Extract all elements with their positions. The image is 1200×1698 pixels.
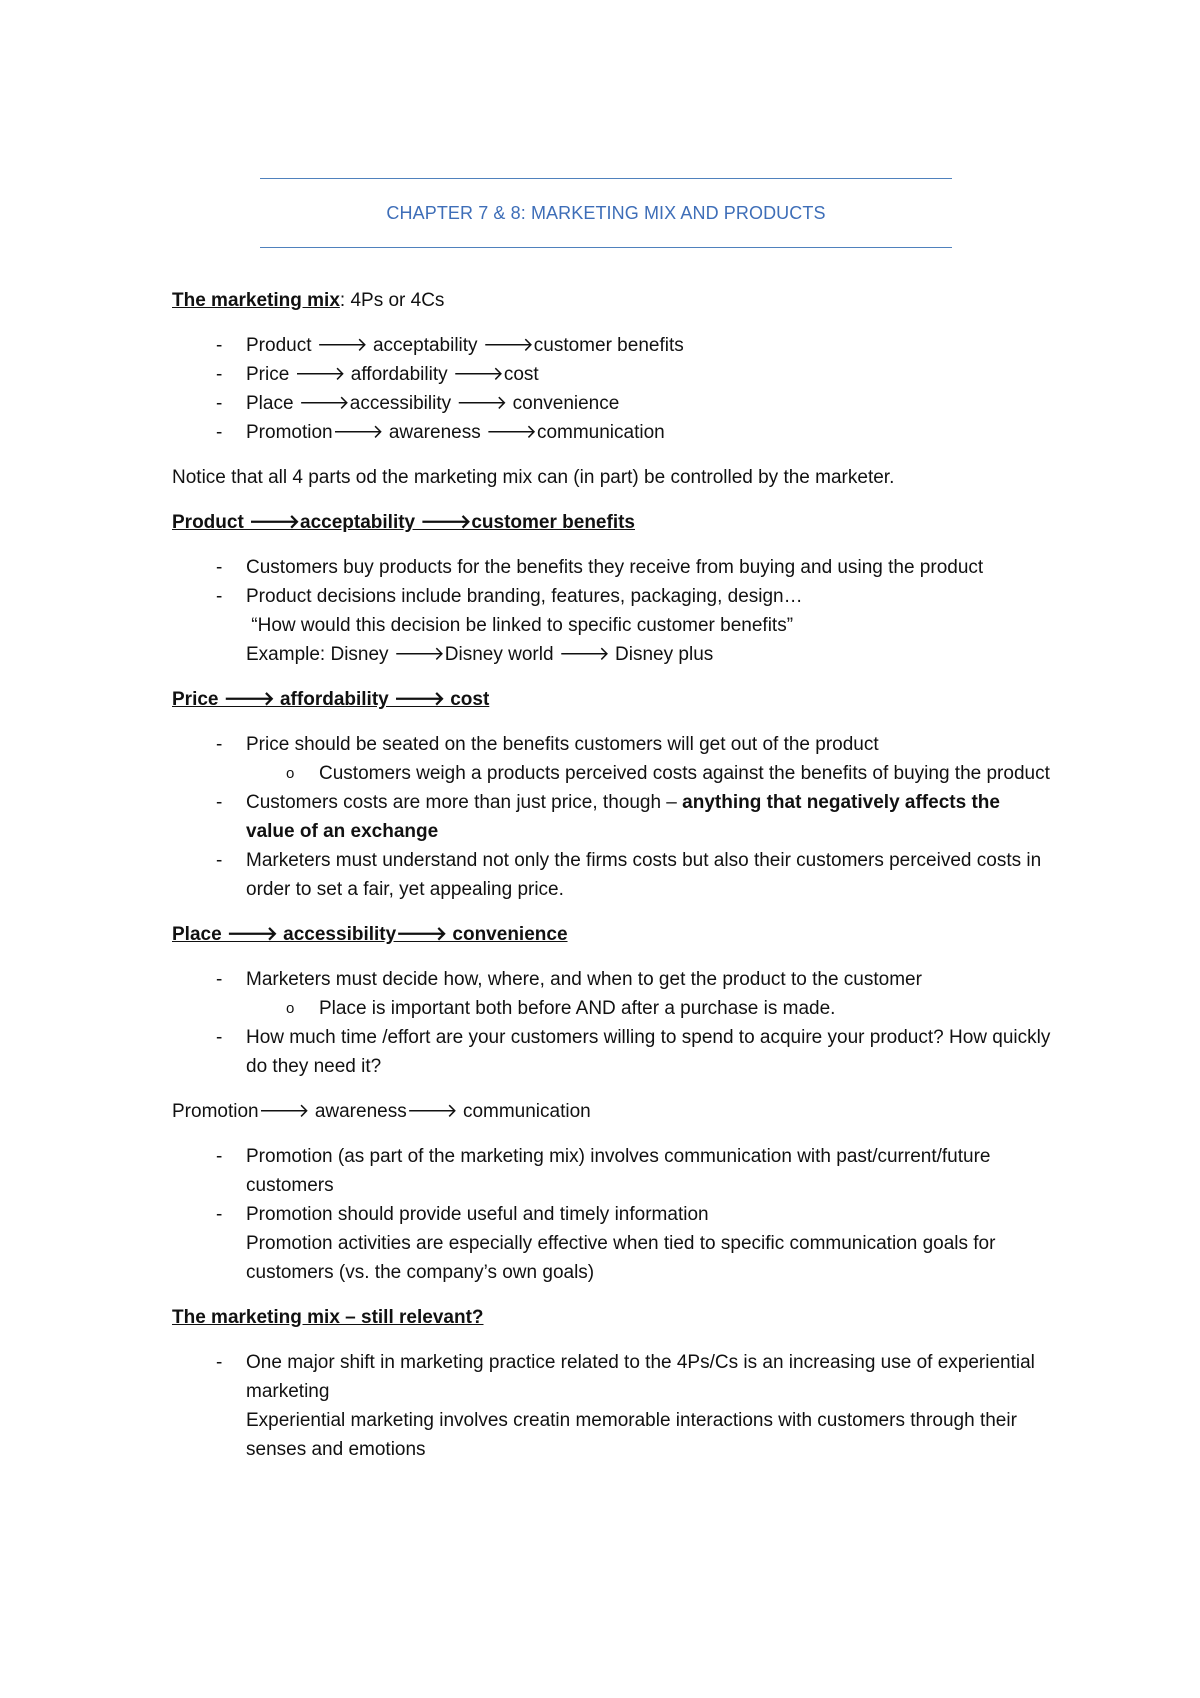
list-item-text: Promotion should provide useful and timely information (246, 1204, 709, 1225)
dash-marker: - (216, 969, 223, 990)
promotion-heading: Promotion🡒 awareness🡒 communication (172, 1101, 591, 1122)
list-item-text: Price should be seated on the benefits customers will get out of the product (246, 734, 879, 755)
list-item-text: Promotion (as part of the marketing mix) involves communication with past/current/future customers (246, 1146, 991, 1196)
intro-note: Notice that all 4 parts od the marketing mix can (in part) be controlled by the marketer. (172, 467, 895, 488)
sublist-item (246, 994, 1052, 1023)
place-list (172, 965, 1052, 1081)
list-item-text: Marketers must understand not only the firms costs but also their customers perceived costs in order to set a fair, yet appealing price. (246, 850, 1042, 900)
dash-marker: - (216, 734, 223, 755)
intro-heading (172, 286, 1052, 315)
sublist-item-text: Customers weigh a products perceived costs against the benefits of buying the product (319, 763, 1050, 784)
list-item (172, 965, 1052, 1023)
intro-heading-rest: : 4Ps or 4Cs (339, 290, 445, 311)
header-top-rule (260, 178, 952, 179)
header-bottom-rule (260, 247, 952, 248)
place-heading: Place 🡒 accessibility🡒 convenience (172, 924, 568, 945)
dash-marker: - (216, 586, 223, 607)
dash-marker: - (216, 850, 223, 871)
list-item (172, 360, 1052, 389)
sublist-item-text: Place is important both before AND after a purchase is made. (319, 998, 836, 1019)
list-item (172, 331, 1052, 360)
list-item (172, 1142, 1052, 1200)
list-item-text: Place 🡒accessibility 🡒 convenience (246, 393, 620, 414)
list-item (172, 788, 1052, 846)
list-item-text: Customers costs are more than just price, though – (246, 792, 683, 813)
relevant-list (172, 1348, 1052, 1464)
list-item (172, 1023, 1052, 1081)
product-heading: Product 🡒acceptability 🡒customer benefits (172, 512, 635, 533)
list-item (172, 1348, 1052, 1464)
dash-marker: - (216, 792, 223, 813)
list-item (172, 389, 1052, 418)
price-list (172, 730, 1052, 904)
relevant-heading: The marketing mix – still relevant? (172, 1307, 484, 1328)
list-item-continuation: Experiential marketing involves creatin memorable interactions with customers through their senses and emotions (246, 1410, 1017, 1460)
dash-marker: - (216, 1204, 223, 1225)
page-title: CHAPTER 7 & 8: MARKETING MIX AND PRODUCTS (386, 203, 826, 223)
dash-marker: - (216, 1352, 223, 1373)
list-item-emphasis: anything that negatively affects the value of an exchange (246, 792, 1000, 842)
place-sublist (246, 994, 1052, 1023)
dash-marker: - (216, 422, 223, 443)
list-item-text: Product decisions include branding, features, packaging, design… (246, 586, 803, 607)
dash-marker: - (216, 1027, 223, 1048)
list-item-text: Price 🡒 affordability 🡒cost (246, 364, 539, 385)
list-item (172, 1200, 1052, 1287)
list-item-text: How much time /effort are your customers willing to spend to acquire your product? How quickly do they need it? (246, 1027, 1051, 1077)
promotion-list (172, 1142, 1052, 1287)
list-item (172, 553, 1052, 582)
dash-marker: - (216, 364, 223, 385)
list-item-text: Promotion🡒 awareness 🡒communication (246, 422, 665, 443)
product-quote: “How would this decision be linked to specific customer benefits” (246, 615, 794, 636)
list-item-continuation: Promotion activities are especially effective when tied to specific communication goals for customers (vs. the company’s own goals) (246, 1233, 996, 1283)
intro-list (172, 331, 1052, 447)
product-example: Example: Disney 🡒Disney world 🡒 Disney plus (246, 644, 714, 665)
list-item (172, 582, 1052, 669)
list-item (172, 846, 1052, 904)
dash-marker: - (216, 335, 223, 356)
list-item-text: One major shift in marketing practice related to the 4Ps/Cs is an increasing use of experiential marketing (246, 1352, 1035, 1402)
dash-marker: - (216, 1146, 223, 1167)
product-list (172, 553, 1052, 669)
list-item-text: Product 🡒 acceptability 🡒customer benefits (246, 335, 684, 356)
sublist-item (246, 759, 1052, 788)
list-item-text: Marketers must decide how, where, and when to get the product to the customer (246, 969, 922, 990)
intro-heading-label: The marketing mix (172, 290, 340, 311)
price-sublist (246, 759, 1052, 788)
list-item (172, 418, 1052, 447)
list-item (172, 730, 1052, 788)
list-item-text: Customers buy products for the benefits they receive from buying and using the product (246, 557, 984, 578)
dash-marker: - (216, 393, 223, 414)
circle-marker: o (286, 1000, 295, 1017)
price-heading: Price 🡒 affordability 🡒 cost (172, 689, 490, 710)
document-body (172, 286, 1052, 1480)
circle-marker: o (286, 765, 295, 782)
dash-marker: - (216, 557, 223, 578)
